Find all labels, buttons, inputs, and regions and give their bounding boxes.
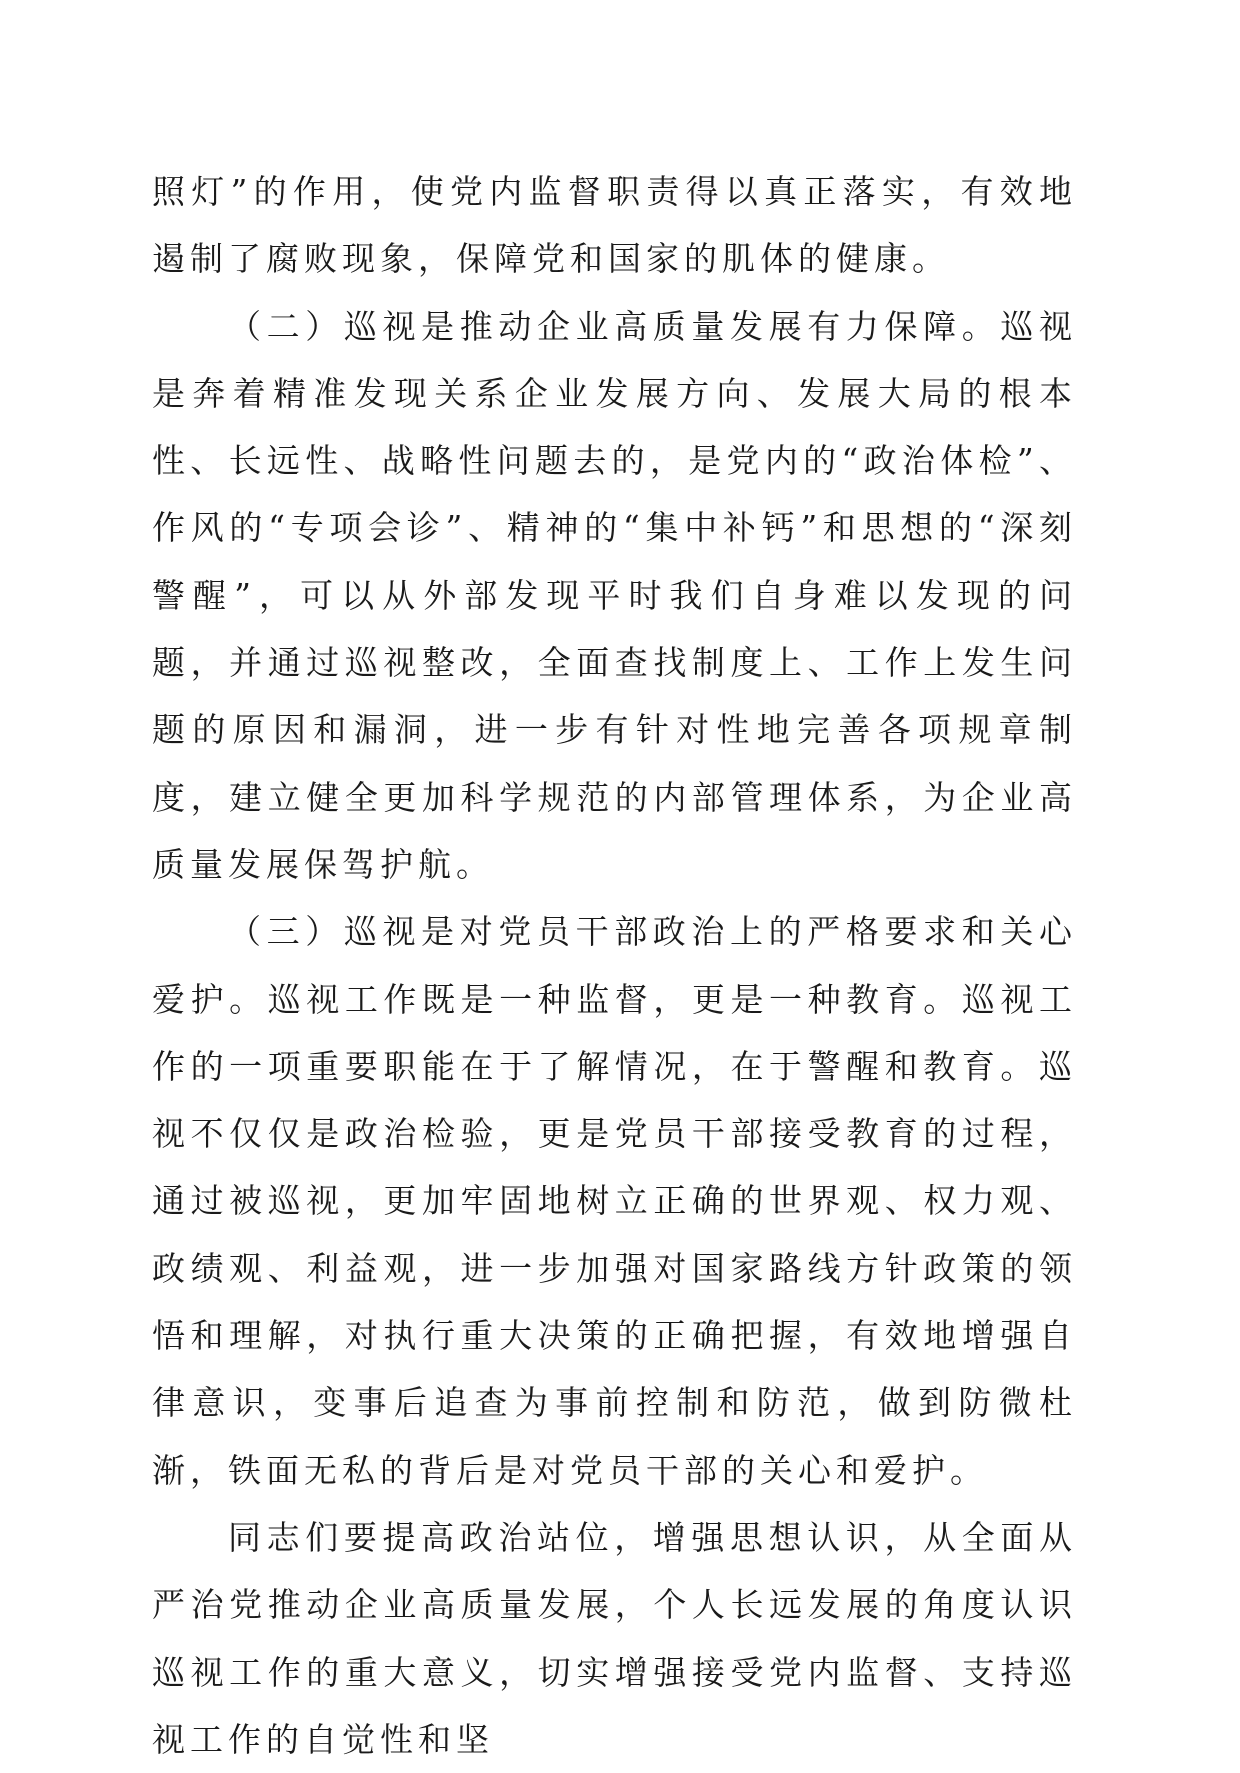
paragraph-section-2	[152, 293, 1077, 899]
section-heading-3: （三）巡视是对党员干部政治上的严格要求和关心爱护。	[152, 912, 1077, 1019]
paragraph-continuation: 照灯”的作用，使党内监督职责得以真正落实，有效地遏制了腐败现象，保障党和国家的肌体的健康。	[152, 172, 1077, 279]
section-heading-2: （二）巡视是推动企业高质量发展有力保障。	[228, 306, 1001, 346]
section-body-3: 巡视工作既是一种监督，更是一种教育。巡视工作的一项重要职能在于了解情况，在于警醒和教育。巡视不仅仅是政治检验，更是党员干部接受教育的过程，通过被巡视，更加牢固地树立正确的世界观、权力观、政绩观、利益观，进一步加强对国家路线方针政策的领悟和理解，对执行重大决策的正确把握，有效地增强自律意识，变事后追查为事前控制和防范，做到防微杜渐，铁面无私的背后是对党员干部的关心和爱护。	[152, 979, 1078, 1490]
body-text	[152, 158, 1077, 1773]
paragraph-closing: 同志们要提高政治站位，增强思想认识，从全面从严治党推动企业高质量发展，个人长远发展的角度认识巡视工作的重大意义，切实增强接受党内监督、支持巡视工作的自觉性和坚	[152, 1517, 1077, 1759]
section-body-2: 巡视是奔着精准发现关系企业发展方向、发展大局的根本性、长远性、战略性问题去的，是党内的“政治体检”、作风的“专项会诊”、精神的“集中补钙”和思想的“深刻警醒”，可以从外部发现平时我们自身难以发现的问题，并通过巡视整改，全面查找制度上、工作上发生问题的原因和漏洞，进一步有针对性地完善各项规章制度，建立健全更加科学规范的内部管理体系，为企业高质量发展保驾护航。	[152, 306, 1078, 884]
paragraph-section-3	[152, 898, 1077, 1504]
